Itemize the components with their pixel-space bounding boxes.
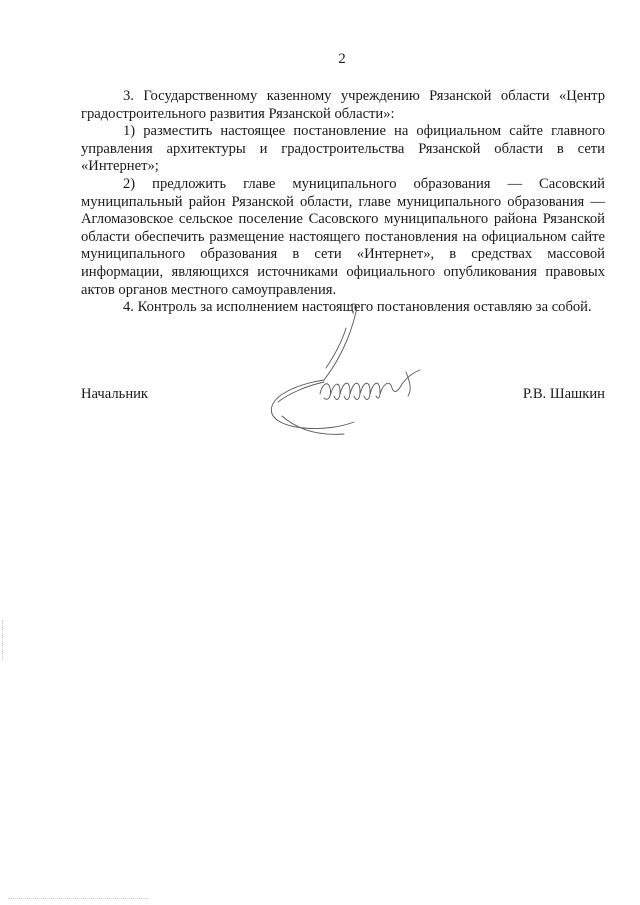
scan-bottom-artifact [8,898,148,900]
paragraph-item-4: 4. Контроль за исполнением настоящего постановления оставляю за собой. [123,299,592,316]
scan-margin-artifact [2,620,5,660]
signature-block [81,385,605,405]
paragraph-item-3: 3. Государственному казенному учреждению Рязанской области «Центр градостроительного развития Рязанской области»: [81,88,605,122]
paragraph-subitem-1: 1) разместить настоящее постановление на официальном сайте главного управления архитектуры и градостроительства Рязанской области в сети «Интернет»; [81,123,605,175]
paragraph-subitem-2: 2) предложить главе муниципального образования — Сасовский муниципальный район Рязанской области, главе муниципального образования — Агломазовское сельское поселение Сасовского муниципального района Рязанской области обеспечить размещение настоящего постановления на официальном сайте муниципального образования в сети «Интернет», в средствах массовой информации, являющихся источниками официального опубликования правовых актов органов местного самоуправления. [81,175,605,298]
signatory-title: Начальник [81,386,149,402]
page-number: 2 [338,51,346,67]
handwritten-signature [258,298,448,438]
document-body [81,88,605,317]
signatory-name: Р.В. Шашкин [522,386,605,402]
